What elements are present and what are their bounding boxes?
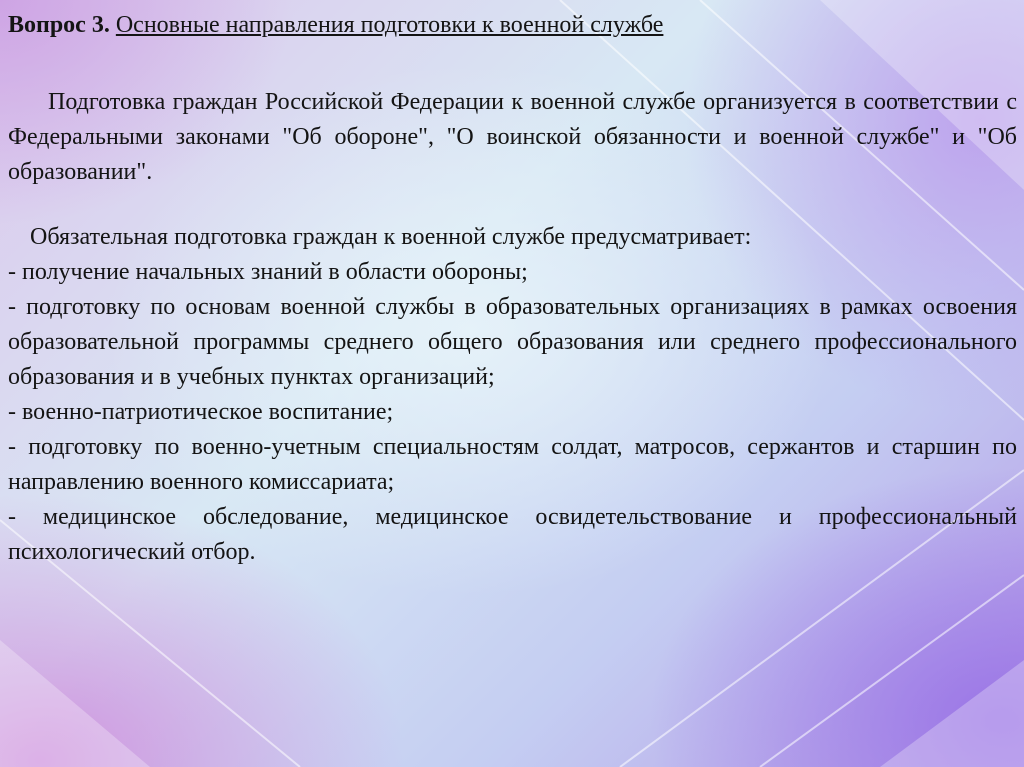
slide-heading: [8, 10, 1017, 40]
question-topic: Основные направления подготовки к военной службе: [115, 12, 664, 38]
requirements-list: [8, 255, 1017, 570]
list-item: - получение начальных знаний в области обороны;: [8, 259, 528, 285]
question-number: Вопрос 3.: [8, 12, 110, 38]
list-item: - медицинское обследование, медицинское освидетельствование и профессиональный психологический отбор.: [8, 504, 1017, 565]
slide-content: [8, 10, 1017, 570]
deco-shape: [880, 660, 1024, 767]
deco-shape: [0, 640, 150, 767]
list-item: - военно-патриотическое воспитание;: [8, 399, 394, 425]
requirements-paragraph: Обязательная подготовка граждан к военной службе предусматривает:: [30, 224, 752, 250]
list-item: - подготовку по основам военной службы в образовательных организациях в рамках освоения образовательной программы среднего общего образования или среднего профессионального образования и в учебных пунктах организаций;: [8, 294, 1017, 390]
list-item: - подготовку по военно-учетным специальностям солдат, матросов, сержантов и старшин по направлению военного комиссариата;: [8, 434, 1017, 495]
intro-paragraph: Подготовка граждан Российской Федерации к военной службе организуется в соответствии с Федеральными законами "Об обороне", "О воинской обязанности и военной службе" и "Об образовании".: [8, 89, 1017, 185]
